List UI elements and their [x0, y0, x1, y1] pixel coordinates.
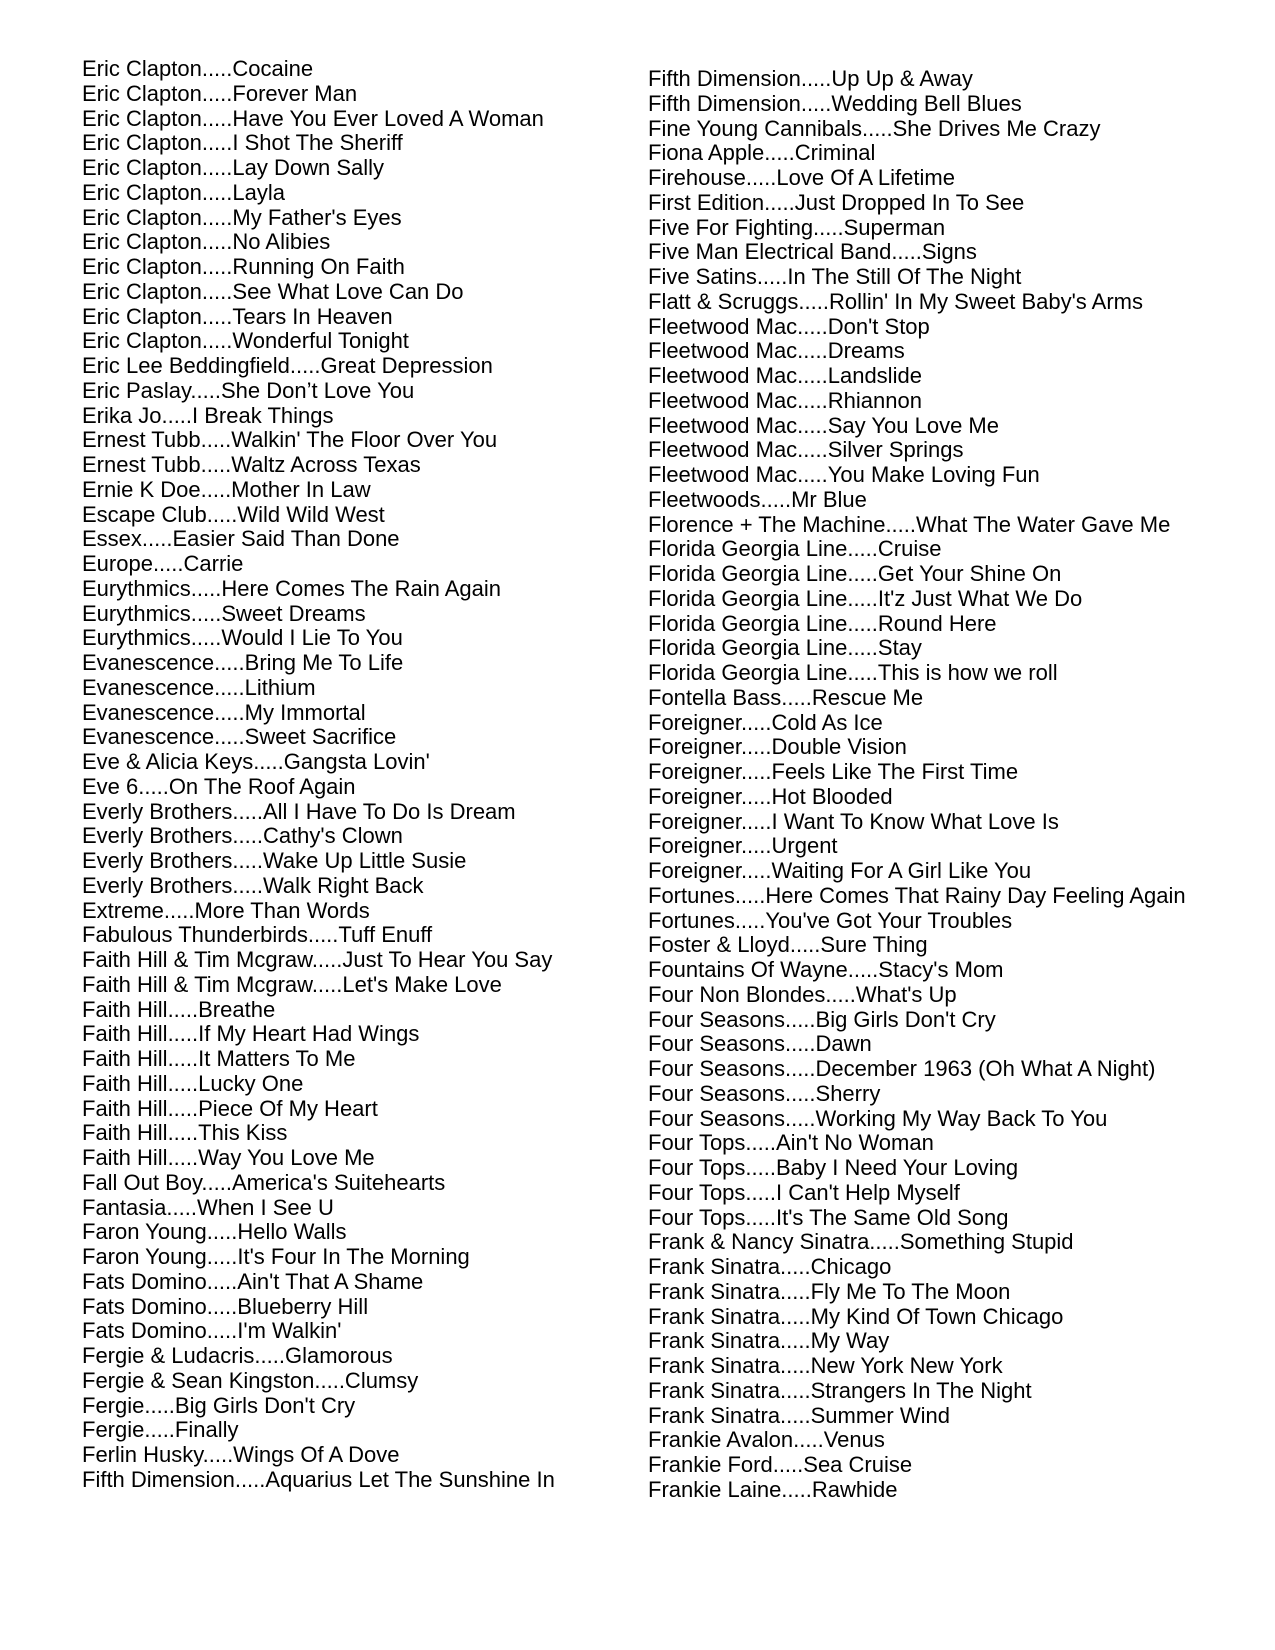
song-entry: Frankie Laine.....Rawhide: [648, 1476, 898, 1502]
song-entry: Fergie.....Finally: [82, 1417, 239, 1443]
song-entry: Europe.....Carrie: [82, 551, 244, 576]
song-entry: Fifth Dimension.....Wedding Bell Blues: [648, 90, 1022, 116]
song-entry: Four Tops.....I Can't Help Myself: [648, 1179, 960, 1205]
song-entry: Fleetwood Mac.....You Make Loving Fun: [648, 462, 1040, 487]
song-entry: Faith Hill.....This Kiss: [82, 1120, 288, 1146]
song-entry: Foreigner.....Double Vision: [648, 734, 907, 760]
song-entry: Eve 6.....On The Roof Again: [82, 773, 356, 799]
song-entry: Evanescence.....Bring Me To Life: [82, 650, 404, 675]
song-entry: Five Man Electrical Band.....Signs: [648, 239, 977, 265]
song-entry: Fleetwoods.....Mr Blue: [648, 486, 867, 512]
song-entry: Faith Hill.....Piece Of My Heart: [82, 1095, 378, 1121]
song-entry: Eric Clapton.....My Father's Eyes: [82, 204, 402, 230]
song-entry: Florida Georgia Line.....This is how we roll: [648, 660, 1058, 685]
song-entry: Eric Clapton.....Layla: [82, 179, 285, 205]
song-entry: Four Seasons.....Working My Way Back To You: [648, 1105, 1108, 1131]
song-entry: Faith Hill.....It Matters To Me: [82, 1046, 356, 1071]
song-entry: Foreigner.....Waiting For A Girl Like You: [648, 858, 1032, 883]
song-entry: Erika Jo.....I Break Things: [82, 402, 334, 428]
song-entry: Fats Domino.....Blueberry Hill: [82, 1293, 369, 1319]
song-entry: Eric Clapton.....I Shot The Sheriff: [82, 130, 403, 156]
song-entry: Eric Clapton.....No Alibies: [82, 229, 331, 255]
song-entry: Ernest Tubb.....Walkin' The Floor Over You: [82, 427, 498, 453]
song-entry: Fleetwood Mac.....Silver Springs: [648, 437, 964, 463]
song-entry: Eric Clapton.....Have You Ever Loved A Woman: [82, 105, 544, 131]
song-entry: Ernie K Doe.....Mother In Law: [82, 476, 371, 502]
song-entry: Fifth Dimension.....Up Up & Away: [648, 66, 973, 91]
song-entry: Faith Hill.....Breathe: [82, 996, 276, 1022]
song-entry: Fantasia.....When I See U: [82, 1194, 334, 1220]
song-entry: Four Tops.....Baby I Need Your Loving: [648, 1155, 1019, 1180]
song-entry: Extreme.....More Than Words: [82, 897, 370, 923]
song-entry: Faron Young.....Hello Walls: [82, 1219, 347, 1245]
song-entry: Frank Sinatra.....Chicago: [648, 1254, 892, 1279]
song-entry: Flatt & Scruggs.....Rollin' In My Sweet Baby's Arms: [648, 288, 1144, 314]
song-entry: Firehouse.....Love Of A Lifetime: [648, 165, 955, 190]
song-entry: Fleetwood Mac.....Landslide: [648, 363, 922, 388]
song-entry: Fleetwood Mac.....Don't Stop: [648, 313, 930, 339]
song-entry: Eric Clapton.....Wonderful Tonight: [82, 328, 409, 354]
song-entry: Five For Fighting.....Superman: [648, 214, 946, 240]
song-entry: Ernest Tubb.....Waltz Across Texas: [82, 452, 421, 477]
song-entry: Fall Out Boy.....America's Suitehearts: [82, 1169, 446, 1195]
song-entry: Fergie.....Big Girls Don't Cry: [82, 1392, 356, 1418]
song-entry: Evanescence.....My Immortal: [82, 699, 366, 725]
song-entry: Eric Clapton.....Forever Man: [82, 80, 358, 106]
song-entry: Four Non Blondes.....What's Up: [648, 981, 957, 1007]
song-entry: Everly Brothers.....Walk Right Back: [82, 872, 424, 898]
song-entry: Foster & Lloyd.....Sure Thing: [648, 932, 928, 958]
song-list-left-column: [82, 57, 602, 1493]
song-entry: Fabulous Thunderbirds.....Tuff Enuff: [82, 922, 433, 948]
song-entry: Frankie Ford.....Sea Cruise: [648, 1452, 913, 1477]
song-entry: Everly Brothers.....All I Have To Do Is Dream: [82, 798, 516, 824]
song-entry: Frank Sinatra.....Fly Me To The Moon: [648, 1278, 1011, 1304]
song-entry: Essex.....Easier Said Than Done: [82, 526, 400, 552]
song-entry: Florida Georgia Line.....Round Here: [648, 610, 997, 636]
song-entry: Frank Sinatra.....New York New York: [648, 1353, 1003, 1378]
song-entry: Fleetwood Mac.....Dreams: [648, 338, 905, 364]
song-entry: Fats Domino.....Ain't That A Shame: [82, 1268, 424, 1294]
song-entry: Frank Sinatra.....My Way: [648, 1328, 890, 1354]
song-entry: Frank Sinatra.....Summer Wind: [648, 1402, 950, 1428]
song-entry: Fountains Of Wayne.....Stacy's Mom: [648, 957, 1004, 982]
song-entry: Five Satins.....In The Still Of The Night: [648, 264, 1022, 289]
song-entry: Eurythmics.....Sweet Dreams: [82, 600, 366, 626]
song-entry: First Edition.....Just Dropped In To See: [648, 189, 1025, 215]
song-entry: Eric Clapton.....Lay Down Sally: [82, 155, 385, 180]
song-entry: Foreigner.....I Want To Know What Love Is: [648, 808, 1059, 834]
song-entry: Fats Domino.....I'm Walkin': [82, 1318, 342, 1344]
song-entry: Florida Georgia Line.....Cruise: [648, 536, 942, 562]
song-entry: Faith Hill.....Way You Love Me: [82, 1145, 375, 1170]
song-entry: Frank & Nancy Sinatra.....Something Stupid: [648, 1229, 1074, 1255]
song-entry: Four Seasons.....December 1963 (Oh What A Night): [648, 1056, 1156, 1081]
song-entry: Eric Lee Beddingfield.....Great Depression: [82, 353, 493, 378]
song-entry: Foreigner.....Hot Blooded: [648, 783, 893, 809]
song-entry: Frank Sinatra.....Strangers In The Night: [648, 1377, 1032, 1403]
song-entry: Faith Hill.....If My Heart Had Wings: [82, 1021, 420, 1047]
song-entry: Evanescence.....Sweet Sacrifice: [82, 724, 397, 750]
song-entry: Fiona Apple.....Criminal: [648, 140, 876, 166]
song-entry: Fortunes.....Here Comes That Rainy Day Feeling Again: [648, 882, 1186, 908]
song-entry: Foreigner.....Feels Like The First Time: [648, 759, 1019, 784]
song-entry: Escape Club.....Wild Wild West: [82, 501, 385, 527]
song-entry: Four Tops.....Ain't No Woman: [648, 1130, 934, 1156]
song-entry: Frank Sinatra.....My Kind Of Town Chicago: [648, 1303, 1064, 1329]
song-entry: Fleetwood Mac.....Rhiannon: [648, 387, 922, 413]
song-entry: Frankie Avalon.....Venus: [648, 1427, 885, 1453]
song-entry: Evanescence.....Lithium: [82, 674, 316, 700]
song-entry: Ferlin Husky.....Wings Of A Dove: [82, 1442, 400, 1467]
song-entry: Eric Clapton.....Running On Faith: [82, 254, 405, 279]
song-entry: Fifth Dimension.....Aquarius Let The Sunshine In: [82, 1466, 555, 1492]
song-list-right-column: [648, 67, 1193, 1503]
song-entry: Florence + The Machine.....What The Water Gave Me: [648, 511, 1171, 537]
song-entry: Eve & Alicia Keys.....Gangsta Lovin': [82, 749, 430, 774]
song-entry: Fortunes.....You've Got Your Troubles: [648, 907, 1013, 933]
song-entry: Florida Georgia Line.....It'z Just What We Do: [648, 585, 1083, 611]
song-entry: Four Seasons.....Big Girls Don't Cry: [648, 1006, 996, 1032]
song-entry: Foreigner.....Urgent: [648, 833, 838, 859]
song-entry: Florida Georgia Line.....Stay: [648, 635, 922, 661]
song-entry: Eric Clapton.....Cocaine: [82, 56, 314, 81]
song-entry: Fontella Bass.....Rescue Me: [648, 684, 924, 710]
song-entry: Fleetwood Mac.....Say You Love Me: [648, 412, 999, 438]
song-entry: Faron Young.....It's Four In The Morning: [82, 1244, 470, 1269]
song-entry: Foreigner.....Cold As Ice: [648, 709, 883, 735]
song-entry: Four Seasons.....Sherry: [648, 1080, 881, 1106]
song-entry: Faith Hill & Tim Mcgraw.....Just To Hear You Say: [82, 947, 553, 972]
song-entry: Faith Hill.....Lucky One: [82, 1070, 304, 1096]
song-entry: Eurythmics.....Would I Lie To You: [82, 625, 403, 651]
song-entry: Fergie & Ludacris.....Glamorous: [82, 1343, 393, 1368]
song-entry: Everly Brothers.....Cathy's Clown: [82, 823, 403, 849]
song-entry: Faith Hill & Tim Mcgraw.....Let's Make Love: [82, 971, 502, 997]
song-entry: Four Tops.....It's The Same Old Song: [648, 1204, 1009, 1230]
song-entry: Florida Georgia Line.....Get Your Shine On: [648, 561, 1062, 586]
song-entry: Everly Brothers.....Wake Up Little Susie: [82, 848, 467, 873]
song-entry: Eric Clapton.....Tears In Heaven: [82, 303, 393, 329]
song-entry: Fergie & Sean Kingston.....Clumsy: [82, 1367, 419, 1393]
song-entry: Eurythmics.....Here Comes The Rain Again: [82, 575, 501, 601]
song-entry: Four Seasons.....Dawn: [648, 1031, 872, 1057]
song-entry: Fine Young Cannibals.....She Drives Me Crazy: [648, 115, 1101, 141]
song-entry: Eric Clapton.....See What Love Can Do: [82, 278, 464, 304]
song-entry: Eric Paslay.....She Don’t Love You: [82, 377, 415, 403]
